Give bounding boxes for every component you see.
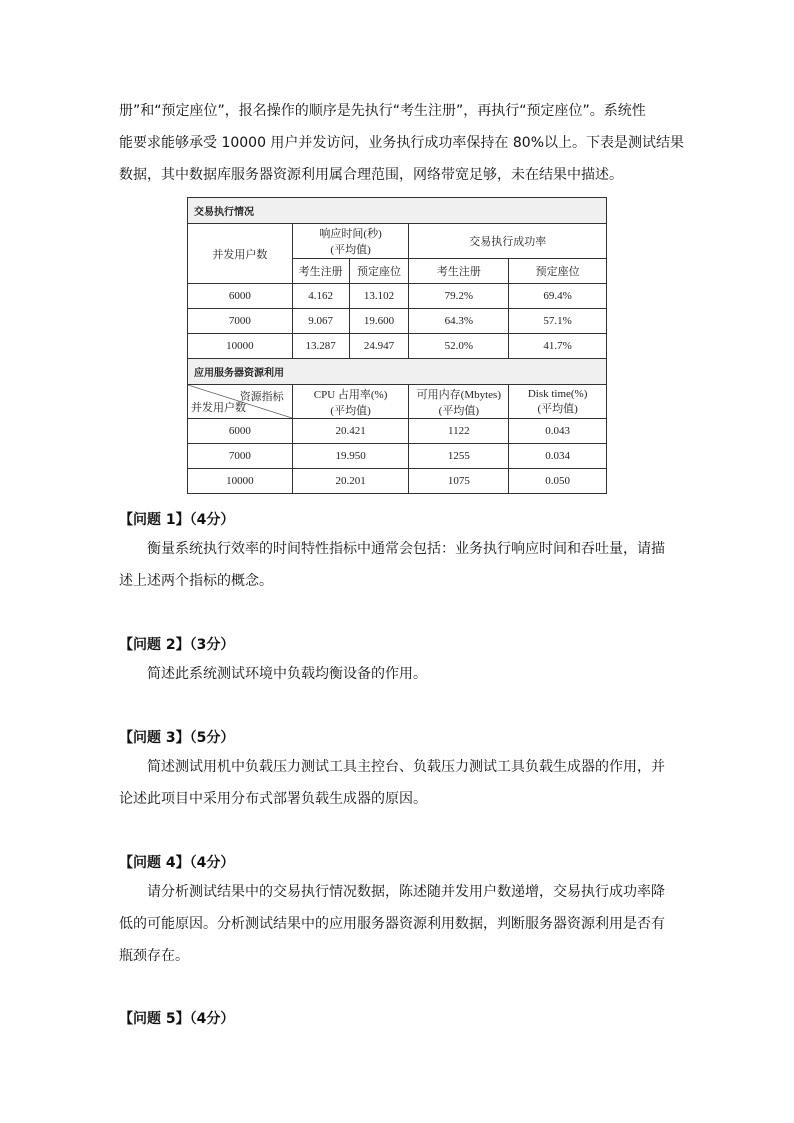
cell: 1075 [409,469,509,494]
table-row [188,444,607,469]
header-disk: Disk time(%) (平均值) [509,385,607,419]
question-3-body: 简述测试用机中负载压力测试工具主控台、负载压力测试工具负载生成器的作用，并 论述此项目中采用分布式部署负载生成器的原因。 [119,759,665,807]
cell: 79.2% [409,284,509,309]
cell: 64.3% [409,309,509,334]
cell: 24.947 [349,334,409,359]
table-row [188,284,607,309]
table-row [188,309,607,334]
cell: 69.4% [509,284,607,309]
subheader: 考生注册 [292,259,349,284]
cell: 41.7% [509,334,607,359]
cell: 1255 [409,444,509,469]
section-title: 应用服务器资源利用 [188,359,607,385]
question-2-body: 简述此系统测试环境中负载均衡设备的作用。 [147,666,427,682]
section-title: 交易执行情况 [188,198,607,224]
intro-paragraph [119,95,685,191]
cell: 0.043 [509,419,607,444]
cell: 7000 [188,309,293,334]
cell: 0.050 [509,469,607,494]
question-4-body: 请分析测试结果中的交易执行情况数据，陈述随并发用户数递增，交易执行成功率降 低的可能原因。分析测试结果中的应用服务器资源利用数据，判断服务器资源利用是否有 瓶颈存在。 [119,884,665,964]
intro-line: 册”和“预定座位”，报名操作的顺序是先执行“考生注册”，再执行“预定座位”。系统性 [119,103,646,119]
cell: 52.0% [409,334,509,359]
table-row [188,419,607,444]
test-results-table [187,197,607,494]
cell: 57.1% [509,309,607,334]
cell: 19.950 [292,444,409,469]
header-success-rate: 交易执行成功率 [409,224,607,259]
table-row [188,334,607,359]
question-1-body: 衡量系统执行效率的时间特性指标中通常会包括：业务执行响应时间和吞吐量，请描 述上述两个指标的概念。 [119,541,665,589]
cell: 13.287 [292,334,349,359]
subheader: 预定座位 [349,259,409,284]
subheader: 预定座位 [509,259,607,284]
intro-line: 能要求能够承受 10000 用户并发访问，业务执行成功率保持在 80%以上。下表是测试结果 [119,135,685,151]
intro-line: 数据，其中数据库服务器资源利用属合理范围，网络带宽足够，未在结果中描述。 [119,167,623,183]
cell: 6000 [188,284,293,309]
cell: 10000 [188,469,293,494]
header-cpu: CPU 占用率(%) (平均值) [292,385,409,419]
question-1-title: 【问题 1】（4分） [119,512,235,528]
header-memory: 可用内存(Mbytes) (平均值) [409,385,509,419]
question-3-title: 【问题 3】（5分） [119,730,235,746]
subheader: 考生注册 [409,259,509,284]
cell: 20.201 [292,469,409,494]
cell: 0.034 [509,444,607,469]
cell: 4.162 [292,284,349,309]
question-4-title: 【问题 4】（4分） [119,855,235,871]
cell: 13.102 [349,284,409,309]
cell: 10000 [188,334,293,359]
question-5-title: 【问题 5】（4分） [119,1011,235,1027]
cell: 20.421 [292,419,409,444]
cell: 1122 [409,419,509,444]
cell: 7000 [188,444,293,469]
cell: 6000 [188,419,293,444]
header-response: 响应时间(秒) (平均值) [292,224,409,259]
diagonal-header: 资源指标 并发用户数 [188,385,293,419]
question-2-title: 【问题 2】（3分） [119,637,235,653]
table-row [188,469,607,494]
cell: 19.600 [349,309,409,334]
cell: 9.067 [292,309,349,334]
header-users: 并发用户数 [188,224,293,284]
